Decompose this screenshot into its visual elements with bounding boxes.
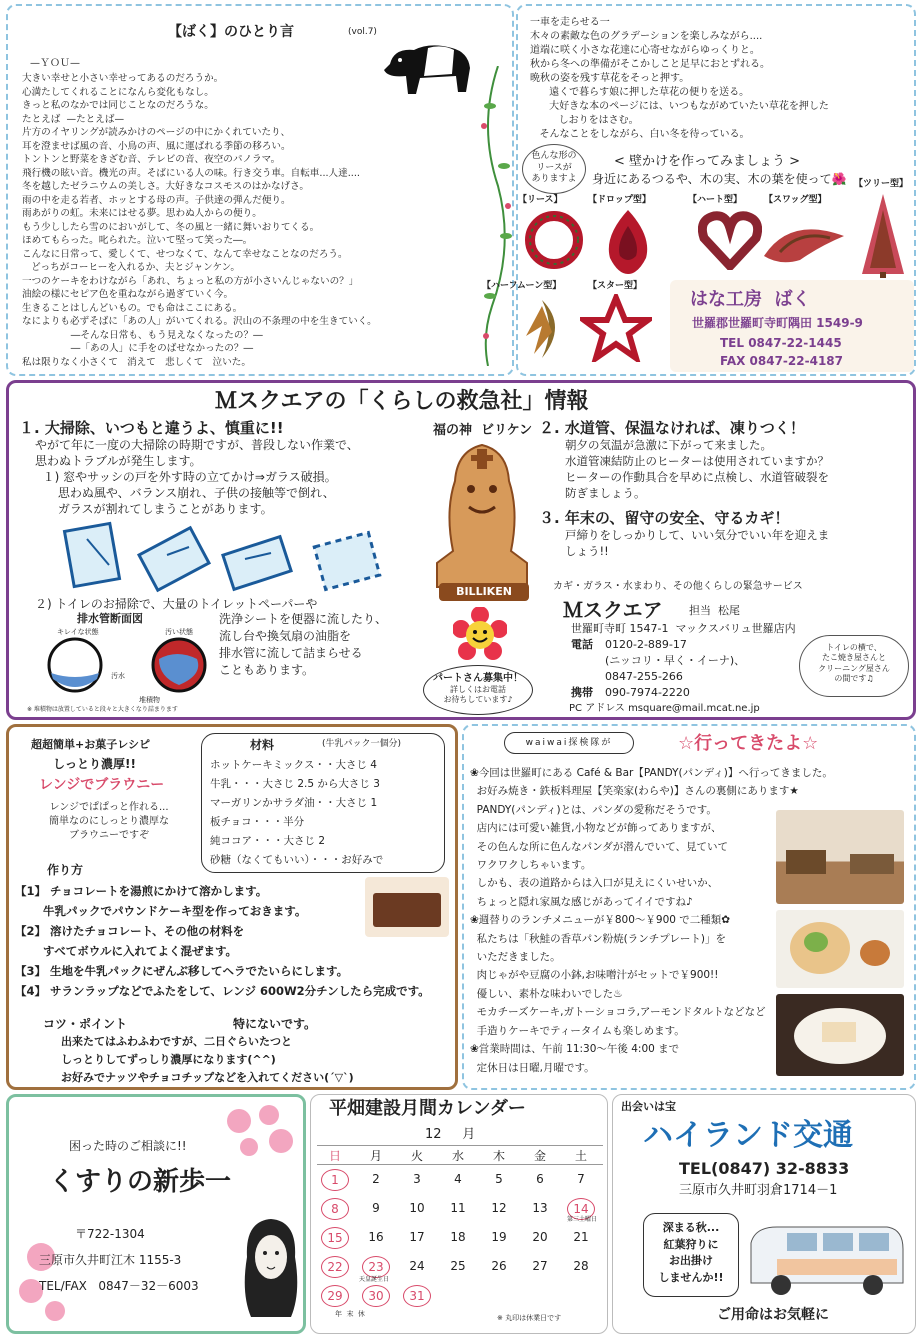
highland-name: ハイランド交通 (643, 1118, 853, 1153)
recruit-line: お待ちしています♪ (443, 695, 513, 705)
type-label-star: 【スター型】 (588, 281, 643, 291)
calendar-day: 26 (491, 1259, 507, 1273)
pipe-diagram-title: 排水管断面図 (77, 612, 143, 625)
bubble-line: お出掛け (669, 1254, 713, 1267)
consult-line: 困った時のご相談に!! (69, 1139, 187, 1153)
text-line: ❀営業時間は、午前 11:30～午後 4:00 まで (470, 1043, 680, 1056)
text-line: こともあります。 (219, 663, 315, 677)
text-line: ヒーターの作動具合を早めに点検し、水道管破裂を (565, 470, 830, 484)
calendar-day: 15 (321, 1227, 349, 1249)
calendar-box (310, 1094, 608, 1334)
calendar-day: 1 (321, 1169, 349, 1191)
calendar-day: 30 (362, 1285, 390, 1307)
text-line: こんなに日常って、愛しくて、せつなくて、なんて幸せなことなのだろう。 (22, 248, 348, 260)
text-line: 戸締りをしっかりして、いい気分でいい年を迎えま (565, 528, 830, 542)
text-line: もう少ししたら雪のにおいがして、冬の風と一緒に舞いおりてくる。 (22, 221, 320, 233)
cafe-interior-photo (776, 810, 904, 904)
pipe-dirty-label: 汚い状態 (165, 628, 193, 636)
text-line: マーガリンかサラダ油・・大さじ 1 (210, 797, 378, 809)
billiken-plate: BILLIKEN (439, 583, 529, 601)
kusuri-name: くすりの新歩一 (49, 1167, 232, 1197)
kusuri-zip: 〒722-1304 (75, 1227, 145, 1241)
text-line: ホットケーキミックス・・大さじ 4 (210, 759, 377, 771)
kusuri-box (6, 1094, 306, 1334)
section2-text (565, 437, 911, 501)
mobile-number: 090-7974-2220 (605, 686, 690, 699)
text-line: きっと私のなかでは同じことなのだろうな。 (22, 100, 214, 111)
day-mon: 月 (370, 1149, 383, 1163)
highland-footer: ご用命はお気軽に (717, 1307, 829, 1323)
text-line: 板チョコ・・・半分 (210, 816, 305, 828)
tips-none: 特にないです。 (233, 1017, 317, 1031)
day-tue: 火 (411, 1149, 424, 1163)
text-line: 生きることはしんどいもの。でも命はここにある。 (22, 302, 243, 314)
text-line: 防ぎましょう。 (565, 486, 646, 500)
calendar-day: 16 (368, 1230, 384, 1244)
pipe-water-label: 汚水 (111, 672, 125, 680)
calendar-day: 5 (495, 1172, 503, 1186)
highland-box (612, 1094, 916, 1334)
text-line: 晩秋の姿を残す草花をそっと押す。 (530, 73, 690, 84)
text-line: なによりも必ずそばに「あの人」がいてくれる。沢山の不条理の中を生きていく。 (22, 316, 377, 327)
calendar-day: 31 (403, 1285, 431, 1307)
tips-list (61, 1033, 453, 1087)
text-line: 朝夕の気温が急激に下がって来ました。 (565, 438, 772, 452)
glass-breaking-illustration (49, 519, 419, 599)
text-line: 思わぬ風や、バランス崩れ、子供の接触等で倒れ、 (35, 486, 335, 500)
day-thu: 木 (493, 1149, 506, 1163)
text-line: お好みでナッツやチョコチップなどを入れてください(´▽`) (61, 1071, 354, 1084)
billiken-figure (427, 441, 537, 601)
text-line: 手造りケーキでティータイムも楽しめます。 (470, 1024, 685, 1037)
calendar-day: 19 (491, 1230, 507, 1244)
calendar-day: 29 (321, 1285, 349, 1307)
text-line: しおりをはさむ。 (530, 115, 639, 126)
text-line: いただきました。 (470, 951, 561, 964)
calendar-day: 25 (450, 1259, 466, 1273)
text-line: ブラウニーですぞ (69, 830, 149, 841)
text-line: すべてボウルに入れてよく混ぜます。 (15, 944, 238, 958)
text-line: 肉じゃがや豆腐の小鉢,お味噌汁がセットで￥900!! (470, 969, 719, 982)
calendar-day: 13 (532, 1201, 548, 1215)
pc-email: PC アドレス msquare@mail.mcat.ne.jp (569, 703, 760, 714)
recipe-intro-2: しっとり濃厚!! (53, 757, 136, 771)
text-line: 【1】 チョコレートを湯煎にかけて溶かします。 (15, 884, 268, 898)
calendar-footnote: ※ 丸印は休業日です (497, 1314, 562, 1322)
tree-photo (858, 190, 908, 280)
wreath-photo (524, 210, 584, 270)
highland-tel: TEL(0847) 32-8833 (679, 1159, 850, 1178)
location-cloud (799, 635, 909, 697)
day-sat: 土 (575, 1149, 588, 1163)
shop-fax: FAX 0847-22-4187 (720, 354, 843, 368)
text-line: 牛乳・・・大さじ 2.5 から大さじ 3 (210, 778, 380, 790)
highland-bubble (643, 1213, 739, 1297)
baku-text-lines (22, 72, 492, 369)
wall-hanging-title: < 壁かけを作ってみましょう > (614, 154, 801, 169)
recruit-bubble (423, 665, 533, 715)
waiwai-box (462, 724, 916, 1090)
text-line: 【4】 サランラップなどでふたをして、レンジ 600W2分チンしたら完成です。 (15, 984, 430, 998)
bubble-line: 紅葉狩りに (663, 1237, 719, 1251)
materials-title: 材料 (250, 738, 275, 752)
steps-list (15, 881, 455, 1001)
calendar-day: 4 (454, 1172, 462, 1186)
cloud-line: トイレの横で、 (826, 643, 882, 652)
type-label-tree: 【ツリー型】 (854, 179, 909, 189)
text-line: 私は限りなく小さくて 消えて 悲しくて 泣いた。 (22, 356, 251, 368)
text-line: 私たちは「秋鮭の香草パン粉焼(ランチプレート)」を (470, 932, 726, 945)
materials-box (201, 733, 445, 873)
type-label-heart: 【ハート型】 (688, 195, 743, 205)
staff-name: 担当 松尾 (689, 604, 740, 617)
note-emperor-birthday: 天皇誕生日 (359, 1276, 390, 1283)
text-line: 木々の素敵な色のグラデーションを楽しみながら.... (530, 31, 763, 42)
calendar-day: 7 (577, 1172, 585, 1186)
waiwai-tag: waiwai探検隊が (504, 732, 634, 754)
text-line: ❀週替りのランチメニューが￥800～￥900 で二種類✿ (470, 914, 731, 927)
calendar-day: 6 (536, 1172, 544, 1186)
pipe-note: ※ 堆積物は放置していると段々と大きくなり詰まります (27, 706, 178, 713)
text-line: 冬を越したゼラニウムの美しさ。大好きなコスモスのはかなげさ。 (22, 181, 309, 192)
calendar-day: 8 (321, 1198, 349, 1220)
company-name: Ｍスクエア (563, 598, 663, 622)
microbus-illustration (747, 1219, 907, 1299)
calendar-day: 24 (409, 1259, 425, 1273)
calendar-day: 9 (372, 1201, 380, 1215)
text-line: １) 窓やサッシの戸を外す時の立てかけ⇒ガラス破損。 (35, 470, 337, 484)
half-moon-photo (512, 296, 572, 362)
text-line: モカチーズケーキ,ガトーショコラ,アーモンドタルトなどなど (470, 1006, 766, 1019)
text-line: 簡単なのにしっとり濃厚な (49, 816, 169, 827)
steps-title: 作り方 (47, 863, 84, 877)
phone-label: 電話 (571, 638, 593, 651)
text-line: 水道管凍結防止のヒーターは使用されていますか？ (565, 454, 830, 468)
calendar-day: 11 (450, 1201, 466, 1215)
calendar-day: 27 (532, 1259, 548, 1273)
text-line: 定休日は日曜,月曜です。 (470, 1061, 595, 1074)
materials-list (210, 756, 442, 870)
type-label-half-moon: 【ハーフムーン型】 (482, 281, 562, 291)
text-line: 思わぬトラブルが発生します。 (35, 454, 202, 468)
calendar-day: 18 (450, 1230, 466, 1244)
type-label-drop: 【ドロップ型】 (588, 195, 651, 205)
woman-portrait (239, 1213, 303, 1319)
wreath-bubble-line: 色んな形の (531, 151, 577, 161)
text-line: ほめてもらった。叱られた。泣いて堅って笑った―。 (22, 235, 253, 246)
calendar-day: 3 (413, 1172, 421, 1186)
wreath-bubble-line: リースが (536, 162, 572, 173)
text-line: 秋から冬への準備がそこかしこと足早におとずれる。 (530, 59, 770, 70)
shop-tel: TEL 0847-22-1445 (720, 336, 842, 350)
text-line: 流し台や換気扇の油脂を (219, 629, 352, 643)
text-line: お好み焼き・鉄板料理屋【笑楽家(わらや)】さんの裏側にあります★ (470, 785, 799, 798)
text-line: その色んな所に色んなパンダが潜んでいて、見ていて (470, 840, 729, 853)
pipe-sections (27, 635, 217, 695)
cake-plate-photo (776, 994, 904, 1076)
text-line: 片方のイヤリングが読みかけのページの中にかくれていたり、 (22, 127, 291, 138)
text-line: PANDY(パンディ)とは、パンダの愛称だそうです。 (470, 803, 717, 816)
text-line: 遠くで暮らす娘に押した草花の便りを送る。 (530, 87, 750, 98)
text-line: ガラスが割れてしまうことがあります。 (35, 502, 273, 516)
text-line: ―そんな日常も、もう見えなくなったの？― (22, 329, 263, 341)
wall-hanging-subtitle: 身近にあるつるや、木の実、木の葉を使って🌺 (592, 172, 847, 186)
text-line: 優しい、素朴な味わいでした♨ (470, 987, 623, 1000)
text-line: 牛乳パックでパウンドケーキ型を作っておきます。 (15, 904, 307, 918)
text-line: 一つのケーキをわけながら「あれ、ちょっと私の方が小さいんじゃないの？」 (22, 275, 359, 287)
wreath-bubble (522, 144, 586, 194)
baku-title: 【ばく】のひとり言 (168, 24, 294, 40)
cloud-line: クリーニング屋さん (818, 663, 890, 673)
calendar-day: 23 (362, 1256, 390, 1278)
text-line: そんなことをしながら、白い冬を待っている。 (530, 129, 750, 140)
baku-vol: (vol.7) (348, 27, 377, 37)
calendar-day: 14 (567, 1198, 595, 1220)
text-line: 大きい幸せと小さい幸せってあるのだろうか。 (22, 73, 224, 84)
text-line: しょう!! (565, 544, 609, 558)
bubble-line: しませんか!! (658, 1270, 724, 1284)
text-line: しっとりしてずっしり濃厚になります(^^) (61, 1053, 276, 1066)
pipe-diagram (27, 611, 217, 715)
cloud-line: の間です♫ (834, 674, 874, 684)
text-line: 店内には可愛い雑貨,小物などが飾ってありますが、 (470, 822, 722, 835)
text-line: 耳を澄ませば風の音、小鳥の声、風に運ばれる季節の移ろい。 (22, 140, 291, 152)
hana-kobo-box (482, 4, 916, 376)
text-line: どっちがコーヒーを入れるか、夫とジャンケン。 (22, 262, 241, 273)
smile-flower-icon (453, 607, 507, 661)
baku-heading: —ＹＯＵ— (30, 58, 80, 69)
recipe-title: レンジでブラウニー (39, 777, 165, 793)
service-line: カギ・ガラス・水まわり、その他くらしの緊急サービス (553, 581, 803, 592)
text-line: レンジでぱぱっと作れる... (49, 802, 169, 813)
text-line: ちょっと隠れ家風な感じがあってイイですね♪ (470, 895, 693, 908)
phone-number: 0120-2-889-17 (605, 638, 687, 651)
section1-text (35, 437, 445, 517)
text-line: 純ココア・・・大さじ 2 (210, 835, 326, 847)
calendar-day: 22 (321, 1256, 349, 1278)
text-line: 雨の中を走る若者、ホッとする母の声。子供達の弾んだ便り。 (22, 194, 291, 206)
text-line: 【3】 生地を牛乳パックにぜんぶ移してヘラでたいらにします。 (15, 964, 349, 978)
recipe-description (19, 801, 199, 843)
text-line: 油絵の様にセピア色を重ねながら過ぎていく今。 (22, 289, 234, 300)
highland-address: 三原市久井町羽倉1714－1 (679, 1183, 838, 1198)
calendar-day: 12 (491, 1201, 507, 1215)
text-line: しかも、表の道路からは入口が見えにくいせいか、 (470, 877, 719, 890)
text-line: ワクワクしちゃいます。 (470, 859, 592, 872)
calendar-title: 平畑建設月間カレンダー (329, 1098, 526, 1119)
drop-wreath-photo (600, 206, 656, 276)
phone-mnemonic: (ニッコリ・早く・イーナ)、 (605, 654, 746, 667)
calendar-day: 10 (409, 1201, 425, 1215)
vine-decoration (468, 66, 516, 366)
waiwai-title: ☆行ってきたよ☆ (678, 733, 819, 754)
kusuri-tel: TEL/FAX 0847－32－6003 (39, 1279, 199, 1293)
text-line: 洗浄シートを便器に流したり、 (219, 612, 388, 626)
section3-heading: ３. 年末の、留守の安全、守るカギ！ (539, 509, 790, 527)
waiwai-text (470, 764, 833, 1077)
pipe-clean-label: キレイな状態 (57, 628, 99, 636)
recruit-line: 詳しくはお電話 (450, 685, 506, 694)
recruit-title: パートさん募集中！ (433, 673, 523, 684)
type-label-wreath: 【リース】 (518, 195, 563, 205)
day-wed: 水 (452, 1149, 465, 1163)
calendar-day: 21 (573, 1230, 589, 1244)
swag-photo (760, 216, 848, 266)
phone-number-2: 0847-255-266 (605, 670, 683, 683)
heart-wreath-photo (698, 210, 762, 270)
text-line: ―「あの人」に手をのばせなかったの？― (22, 343, 254, 354)
text-line: たとえば —たとえば— (22, 113, 125, 125)
msquare-box (6, 380, 916, 720)
text-line: 排水管に流して詰まらせる (219, 646, 363, 660)
bubble-line: 深まる秋... (662, 1221, 720, 1234)
text-line: 一車を走らせる一 (530, 17, 610, 28)
type-label-swag: 【スワッグ型】 (764, 195, 827, 205)
pipe-deposit-label: 堆積物 (139, 696, 160, 704)
baku-column-box (6, 4, 514, 376)
cloud-line: たこ焼き屋さんと (822, 653, 886, 663)
recipe-box (6, 724, 458, 1090)
calendar-day: 17 (409, 1230, 425, 1244)
text-line: 【2】 溶けたチョコレート、その他の材料を (15, 924, 245, 938)
wreath-bubble-line: ありますよ (531, 174, 577, 185)
text-line: ❀今回は世羅町にある Café & Bar【PANDY(パンディ)】へ行ってきました。 (470, 767, 833, 779)
highland-tag: 出会いは宝 (621, 1100, 676, 1113)
text-line: やがて年に一度の大掃除の時期ですが、普段しない作業で、 (35, 438, 359, 452)
company-address: 世羅町寺町 1547-1 マックスバリュ世羅店内 (571, 622, 796, 635)
calendar-month: 12 月 (425, 1127, 476, 1142)
section1-item2: ２) トイレのお掃除で、大量のトイレットペーパーや (35, 597, 318, 611)
day-sun: 日 (329, 1149, 342, 1163)
calendar-day: 28 (573, 1259, 589, 1273)
calendar-grid (317, 1169, 603, 1319)
shop-name: はな工房 ばく (690, 289, 811, 310)
text-line: 大好きな本のページには、いつもながめていたい草花を押した (530, 101, 829, 112)
text-line: トントンと野菜をきざむ音、テレビの音、夜空のパノラマ。 (22, 154, 281, 165)
hana-text-lines (530, 16, 910, 142)
section3-text (565, 527, 911, 559)
materials-note: (牛乳パック一個分) (322, 739, 402, 749)
text-line: 道端に咲く小さな花達に心寄せながらゆっくりと。 (530, 45, 760, 56)
star-photo (580, 294, 652, 362)
text-line: 飛行機の眩い音。機光の声。そばにいる人の味。行き交う車。自転車...人達.... (22, 167, 360, 179)
recipe-intro: 超超簡単+お菓子レシピ (31, 738, 150, 751)
text-line: 出来たてはふわふわですが、二日ぐらいたつと (61, 1035, 292, 1048)
text-line: 心満たしてくれることになんら変化もなし。 (22, 86, 214, 98)
section1-heading: １. 大掃除、いつもと違うよ、慎重に!! (19, 419, 284, 437)
kusuri-address: 三原市久井町江木 1155-3 (39, 1253, 182, 1267)
shop-address: 世羅郡世羅町寺町隅田 1549-9 (692, 316, 863, 330)
section1-item2-text (219, 611, 419, 679)
mobile-label: 携帯 (571, 686, 593, 699)
text-line: 雨あがりの虹。未来にはせる夢。思わぬ人からの便り。 (22, 208, 262, 219)
note-year-end: 年 末 休 (335, 1310, 365, 1318)
sakura-decoration (219, 1101, 299, 1161)
lunch-plate-photo (776, 910, 904, 988)
section2-heading: ２. 水道管、保温なければ、凍りつく！ (539, 419, 805, 437)
calendar-day: 20 (532, 1230, 548, 1244)
tips-title: コツ・ポイント (43, 1017, 128, 1031)
text-line: 砂糖（なくてもいい）・・・お好みで (210, 854, 384, 866)
note-third-saturday: 第三土曜日 (567, 1216, 598, 1223)
msquare-title: Ｍスクエアの「くらしの救急社」情報 (215, 389, 589, 414)
day-fri: 金 (534, 1149, 547, 1163)
billiken-caption: 福の神 ビリケン (433, 423, 533, 438)
calendar-header-row (317, 1145, 603, 1165)
calendar-day: 2 (372, 1172, 380, 1186)
shop-card (670, 280, 914, 372)
